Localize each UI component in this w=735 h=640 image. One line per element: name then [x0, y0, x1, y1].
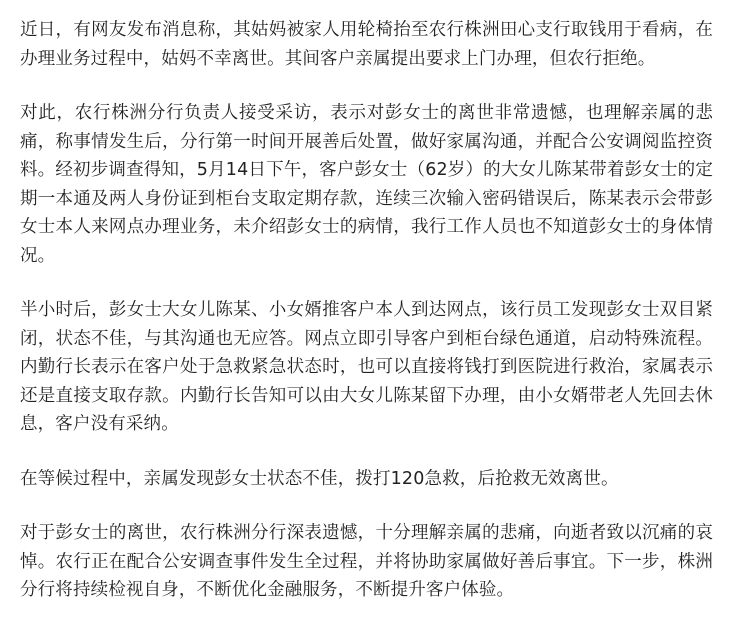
- paragraph-3: 半小时后，彭女士大女儿陈某、小女婿推客户本人到达网点，该行员工发现彭女士双目紧闭，状态不佳，与其沟通也无应答。网点立即引导客户到柜台绿色通道，启动特殊流程。内勤行长表示在客户处于急救紧急状态时，也可以直接将钱打到医院进行救治，家属表示还是直接支取存款。内勤行长告知可以由大女儿陈某留下办理，由小女婿带老人先回去休息，客户没有采纳。: [20, 300, 713, 434]
- paragraph-1: 近日，有网友发布消息称，其姑妈被家人用轮椅抬至农行株洲田心支行取钱用于看病，在办理业务过程中，姑妈不幸离世。其间客户亲属提出要求上门办理，但农行拒绝。: [20, 20, 713, 69]
- paragraph-4: 在等候过程中，亲属发现彭女士状态不佳，拨打120急救，后抢救无效离世。: [20, 468, 619, 489]
- paragraph-2: 对此，农行株洲分行负责人接受采访，表示对彭女士的离世非常遗憾，也理解亲属的悲痛，称事情发生后，分行第一时间开展善后处置，做好家属沟通，并配合公安调阅监控资料。经初步调查得知，5月14日下午，客户彭女士（62岁）的大女儿陈某带着彭女士的定期一本通及两人身份证到柜台支取定期存款，连续三次输入密码错误后，陈某表示会带彭女士本人来网点办理业务，未介绍彭女士的病情，我行工作人员也不知道彭女士的身体情况。: [20, 103, 713, 266]
- paragraph-5: 对于彭女士的离世，农行株洲分行深表遗憾，十分理解亲属的悲痛，向逝者致以沉痛的哀悼。农行正在配合公安调查事件发生全过程，并将协助家属做好善后事宜。下一步，株洲分行将持续检视自身，不断优化金融服务，不断提升客户体验。: [20, 523, 713, 600]
